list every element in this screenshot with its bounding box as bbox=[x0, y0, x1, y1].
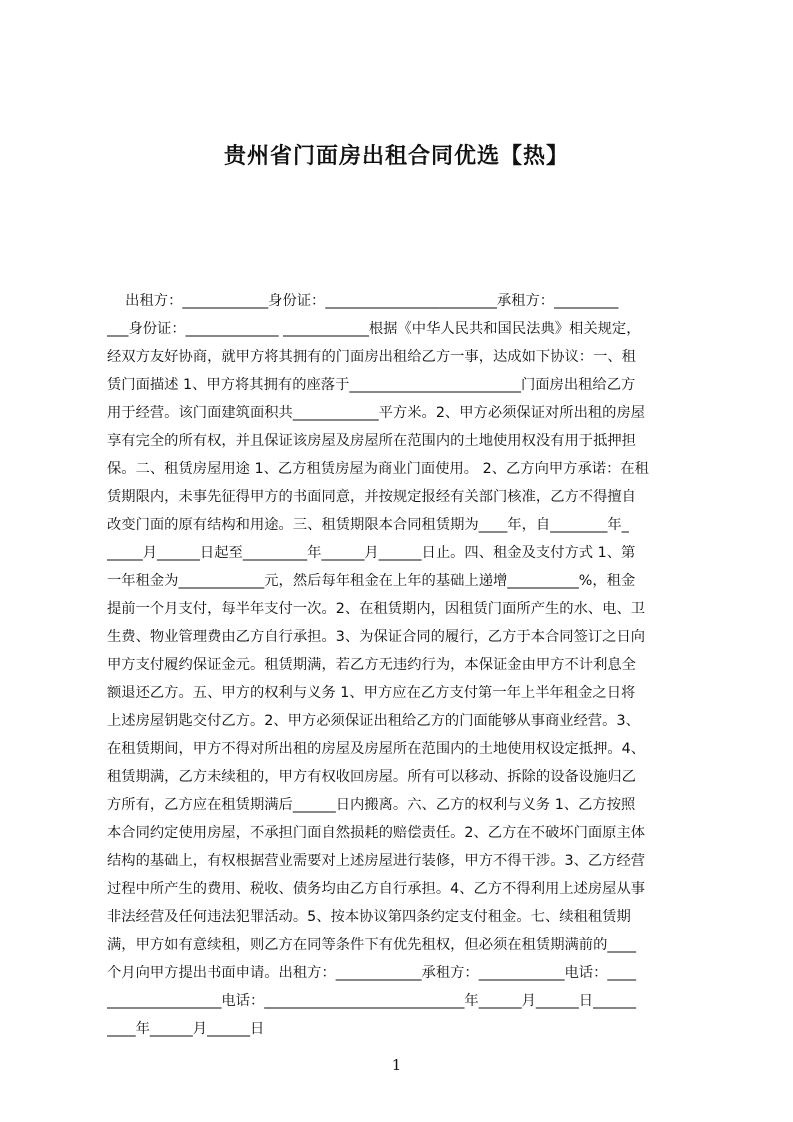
contract-line: 额退还乙方。五、甲方的权利与义务 1、甲方应在乙方支付第一年上半年租金之日将 bbox=[107, 685, 636, 701]
contract-line: 过程中所产生的费用、税收、债务均由乙方自行承担。4、乙方不得利用上述房屋从事 bbox=[107, 881, 646, 897]
contract-line: 上述房屋钥匙交付乙方。2、甲方必须保证出租给乙方的门面能够从事商业经营。3、 bbox=[107, 713, 640, 729]
contract-line: 一年租金为____________元，然后每年租金在上年的基础上递增__________%，租金 bbox=[107, 573, 636, 589]
contract-body bbox=[107, 287, 703, 1043]
contract-line: ___身份证：_____________ ____________根据《中华人民共和国民法典》相关规定， bbox=[107, 321, 641, 337]
contract-line: 生费、物业管理费由乙方自行承担。3、为保证合同的履行，乙方于本合同签订之日向 bbox=[107, 629, 646, 645]
contract-line: 改变门面的原有结构和用途。三、租赁期限本合同租赁期为____年，自________年_ bbox=[107, 517, 629, 533]
contract-line: 经双方友好协商，就甲方将其拥有的门面房出租给乙方一事，达成如下协议：一、租 bbox=[107, 349, 636, 365]
contract-line: 在租赁期间，甲方不得对所出租的房屋及房屋所在范围内的土地使用权设定抵押。4、 bbox=[107, 741, 646, 757]
document-title: 贵州省门面房出租合同优选【热】 bbox=[223, 144, 569, 169]
contract-line: 本合同约定使用房屋，不承担门面自然损耗的赔偿责任。2、乙方在不破坏门面原主体 bbox=[107, 825, 646, 841]
contract-line: 赁门面描述 1、甲方将其拥有的座落于________________________门面房出租给乙方 bbox=[107, 377, 636, 393]
contract-line: ____年______月______日 bbox=[107, 1021, 265, 1037]
contract-line: 保。二、租赁房屋用途 1、乙方租赁房屋为商业门面使用。 2、乙方向甲方承诺：在租 bbox=[107, 461, 649, 477]
contract-line: 甲方支付履约保证金元。租赁期满，若乙方无违约行为，本保证金由甲方不计利息全 bbox=[107, 657, 636, 673]
contract-line: 享有完全的所有权，并且保证该房屋及房屋所在范围内的土地使用权没有用于抵押担 bbox=[107, 433, 636, 449]
contract-line: 用于经营。该门面建筑面积共____________平方米。2、甲方必须保证对所出租的房屋 bbox=[107, 405, 646, 421]
contract-line: 出租方：____________身份证：________________________承租方：_________ bbox=[107, 293, 619, 309]
contract-line: 满，甲方如有意续租，则乙方在同等条件下有优先租权，但必须在租赁期满前的____ bbox=[107, 937, 636, 953]
contract-line: 方所有，乙方应在租赁期满后______日内搬离。六、乙方的权利与义务 1、乙方按照 bbox=[107, 797, 636, 813]
contract-line: 个月向甲方提出书面申请。出租方：____________承租方：____________电话：____ bbox=[107, 965, 636, 981]
contract-line: 提前一个月支付，每半年支付一次。2、在租赁期内，因租赁门面所产生的水、电、卫 bbox=[107, 601, 646, 617]
contract-line: ________________电话：____________________________年______月______日______ bbox=[107, 993, 636, 1009]
contract-line: 租赁期满，乙方未续租的，甲方有权收回房屋。所有可以移动、拆除的设备设施归乙 bbox=[107, 769, 636, 785]
contract-line: _____月______日起至_________年______月______日止。四、租金及支付方式 1、第 bbox=[107, 545, 636, 561]
contract-line: 赁期限内，未事先征得甲方的书面同意，并按规定报经有关部门核准，乙方不得擅自 bbox=[107, 489, 636, 505]
contract-line: 非法经营及任何违法犯罪活动。5、按本协议第四条约定支付租金。七、续租租赁期 bbox=[107, 909, 631, 925]
page-number: 1 bbox=[391, 1056, 402, 1074]
contract-line: 结构的基础上，有权根据营业需要对上述房屋进行装修，甲方不得干涉。3、乙方经营 bbox=[107, 853, 646, 869]
